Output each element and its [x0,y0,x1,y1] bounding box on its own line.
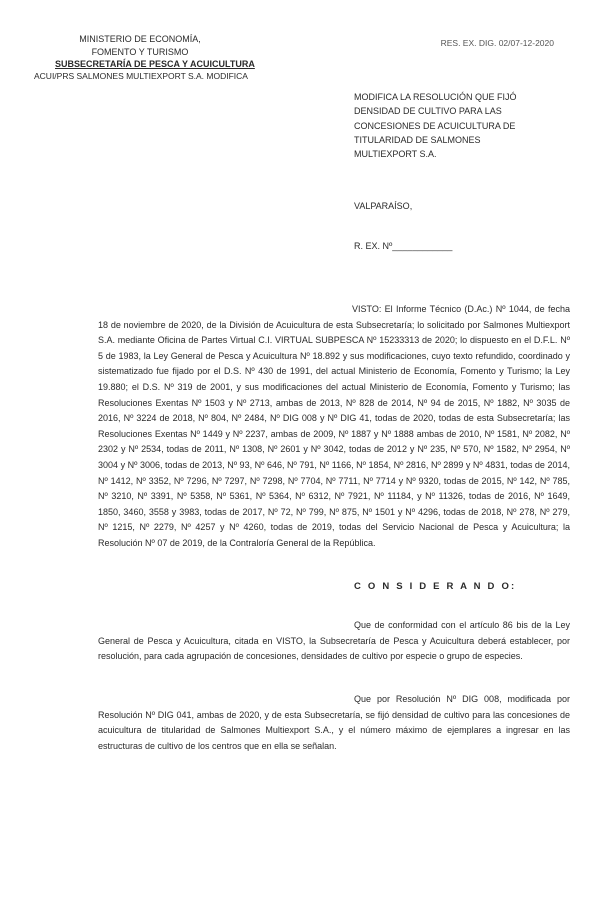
reference-line: ACUI/PRS SALMONES MULTIEXPORT S.A. MODIFICA [34,71,248,81]
considerando-heading: C O N S I D E R A N D O: [354,581,517,592]
ministry-line-1: MINISTERIO DE ECONOMÍA, [79,34,201,44]
considerando-paragraph-1: Que de conformidad con el artículo 86 bis de la Ley General de Pesca y Acuicultura, citada en VISTO, la Subsecretaría de Pesca y Acuicultura deberá establecer, por resolución, para cada agrupación de concesiones, densidades de cultivo por especie o grupo de especies. [98,620,570,662]
title-line-1: MODIFICA LA RESOLUCIÓN QUE FIJÓ [354,92,517,102]
resolution-exenta-line: R. EX. Nº____________ [354,241,453,251]
title-line-5: MULTIEXPORT S.A. [354,149,437,160]
document-title [354,90,572,161]
visto-paragraph: VISTO: El Informe Técnico (D.Ac.) Nº 1044, de fecha 18 de noviembre de 2020, de la División de Acuicultura de esta Subsecretaría; lo solicitado por Salmones Multiexport S.A. mediante Oficina de Partes Virtual C.I. VIRTUAL SUBPESCA Nº 15233313 de 2020; lo dispuesto en el D.F.L. Nº 5 de 1983, la Ley General de Pesca y Acuicultura Nº 18.892 y sus modificaciones, cuyo texto refundido, coordinado y sistematizado fue fijado por el D.S. Nº 430 de 1991, del actual Ministerio de Economía, Fomento y Turismo; la Ley 19.880; el D.S. Nº 319 de 2001, y sus modificaciones del actual Ministerio de Economía, Fomento y Turismo; las Resoluciones Exentas Nº 1503 y Nº 2713, ambas de 2013, Nº 828 de 2014, Nº 94 de 2015, Nº 1882, Nº 3035 de 2016, Nº 3224 de 2018, Nº 804, Nº 2484, Nº DIG 008 y Nº DIG 41, todas de 2020, todas de esta Subsecretaría; las Resoluciones Exentas Nº 1449 y Nº 2237, ambas de 2009, Nº 1887 y Nº 1888 ambas de 2010, Nº 1581, Nº 2082, Nº 2302 y Nº 2534, todas de 2011, Nº 1308, Nº 2601 y Nº 3042, todas de 2012 y Nº 235, Nº 570, Nº 1582, Nº 2954, Nº 3004 y Nº 3006, todas de 2013, Nº 93, Nº 646, Nº 791, Nº 1166, Nº 1854, Nº 2816, Nº 2899 y Nº 4831, todas de 2014, Nº 1412, Nº 3352, Nº 7296, Nº 7297, Nº 7298, Nº 7704, Nº 7711, Nº 7714 y Nº 9320, todas de 2015, Nº 142, Nº 785, Nº 3210, Nº 3391, Nº 5358, Nº 5361, Nº 5364, Nº 6312, Nº 7921, Nº 11184, y Nº 11326, todas de 2016, Nº 1649, 1850, 3460, 3558 y 3983, todas de 2017, Nº 72, Nº 799, Nº 875, Nº 1501 y Nº 4296, todas de 2018, Nº 278, Nº 279, Nº 1215, Nº 2279, Nº 4257 y Nº 4260, todas de 2019, todas del Servicio Nacional de Pesca y Acuicultura; la Resolución Nº 07 de 2019, de la Contraloría General de la República. [98,304,570,548]
resolution-number: RES. EX. DIG. 02/07-12-2020 [440,38,554,48]
subsecretariat-name: SUBSECRETARÍA DE PESCA Y ACUICULTURA [55,59,255,69]
place-label: VALPARAÍSO, [354,201,413,211]
ministry-line-2: FOMENTO Y TURISMO [91,47,189,57]
considerando-paragraph-2: Que por Resolución Nº DIG 008, modificada por Resolución Nº DIG 041, ambas de 2020, y de esta Subsecretaría, se fijó densidad de cultivo para las concesiones de acuicultura de titularidad de Salmones Multiexport S.A., y el número máximo de ejemplares a ingresar en las estructuras de cultivo de los centros que en ella se señalan. [98,694,570,751]
title-line-2: DENSIDAD DE CULTIVO PARA LAS [354,106,502,117]
title-line-4: TITULARIDAD DE SALMONES [354,134,481,145]
title-line-3: CONCESIONES DE ACUICULTURA DE [354,120,516,131]
ministry-name [55,33,225,59]
